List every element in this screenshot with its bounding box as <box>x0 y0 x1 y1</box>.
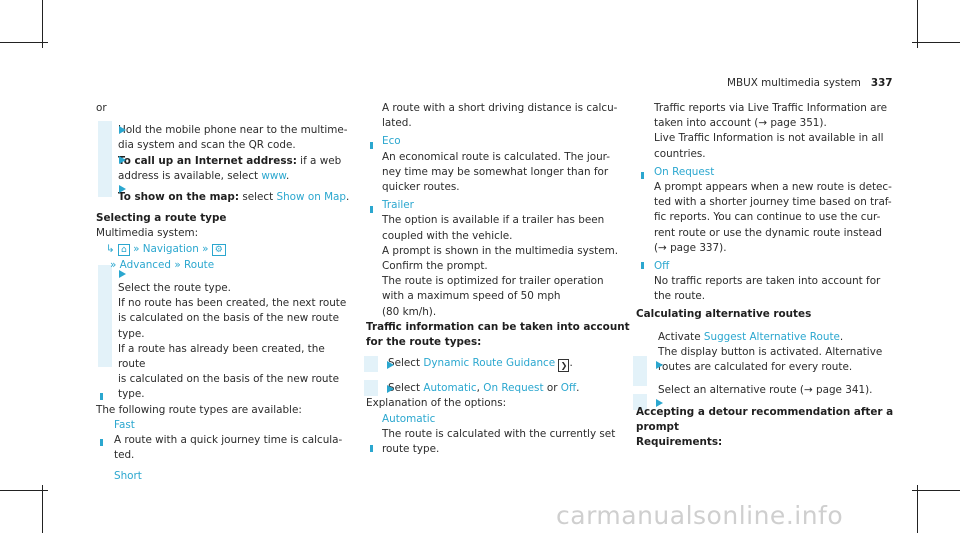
body-text: The display button is activated. Alternative <box>658 346 883 359</box>
bullet-icon <box>370 445 373 452</box>
step-select-option <box>366 381 630 396</box>
option-short[interactable]: Short <box>114 470 142 483</box>
body-text: (→ page 337). <box>654 241 727 254</box>
body-text: Confirm the prompt. <box>382 260 488 273</box>
step-dynamic-route <box>366 356 630 372</box>
body-text: If no route has been created, the next route <box>118 297 347 310</box>
home-icon[interactable]: ⌂ <box>118 244 130 256</box>
step-arrow-icon <box>119 126 126 134</box>
bullet-icon <box>100 439 103 446</box>
return-arrow-icon: ↳ <box>106 242 115 255</box>
body-text: ted with a shorter journey time based on traf- <box>654 196 892 209</box>
body-text: No traffic reports are taken into account for <box>654 275 881 288</box>
step-internet-text: address is available, select <box>118 169 262 182</box>
body-text: lated. <box>382 117 412 130</box>
chevron-right-icon: ❯ <box>558 359 569 372</box>
page-header <box>727 77 893 89</box>
step-arrow-icon <box>119 156 126 164</box>
period: . <box>285 169 290 182</box>
nav-route[interactable]: Route <box>183 258 215 271</box>
step-arrow-icon <box>387 361 394 369</box>
step-text: Select <box>388 357 424 370</box>
crop-mark <box>917 485 918 533</box>
step-arrow-icon <box>656 361 663 369</box>
step-internet-text: if a web <box>296 154 342 167</box>
step-internet-label: To call up an Internet address: <box>118 154 297 167</box>
body-text: coupled with the vehicle. <box>382 229 513 242</box>
option-on-request[interactable]: On Request <box>654 165 715 178</box>
body-text: route type. <box>382 443 440 456</box>
step-show-map <box>96 190 354 205</box>
bullet-icon <box>641 262 644 269</box>
body-text: The route is optimized for trailer operation <box>382 275 604 288</box>
requirements-heading: Requirements: <box>636 436 723 449</box>
crop-mark <box>0 42 48 43</box>
crop-mark <box>917 0 918 48</box>
crop-mark <box>42 0 43 48</box>
step-internet <box>96 154 354 169</box>
column-2 <box>366 101 630 457</box>
body-text: A route with a short driving distance is calcu- <box>382 102 618 114</box>
chevron-icon: » <box>133 242 140 255</box>
body-text: An economical route is calculated. The jour- <box>382 150 611 163</box>
dynamic-route-guidance-link[interactable]: Dynamic Route Guidance <box>423 357 556 370</box>
body-text: A prompt appears when a new route is detec- <box>654 181 892 194</box>
body-text: The option is available if a trailer has been <box>382 214 605 227</box>
body-text: is calculated on the basis of the new route <box>118 312 339 325</box>
automatic-link[interactable]: Automatic <box>423 382 477 395</box>
section-heading: prompt <box>636 420 679 433</box>
section-heading: Accepting a detour recommendation after a <box>636 405 894 418</box>
header-title: MBUX multimedia system <box>727 77 861 89</box>
crop-mark <box>912 490 960 491</box>
option-automatic[interactable]: Automatic <box>382 412 436 425</box>
step-arrow-icon <box>119 270 126 278</box>
section-heading: for the route types: <box>366 336 482 349</box>
step-text: Select <box>388 382 424 395</box>
suggest-alternative-route-link[interactable]: Suggest Alternative Route <box>703 330 840 343</box>
show-on-map-link[interactable]: Show on Map <box>276 191 347 204</box>
bullet-icon <box>370 206 373 213</box>
bullet-icon <box>641 172 644 179</box>
column-3 <box>636 101 906 450</box>
section-heading: Traffic information can be taken into account <box>366 320 630 333</box>
crop-mark <box>42 485 43 533</box>
option-fast[interactable]: Fast <box>114 418 135 431</box>
body-text: rent route or use the dynamic route instead <box>654 226 882 239</box>
step-arrow-icon <box>387 385 394 393</box>
page-number: 337 <box>870 77 893 89</box>
crop-mark <box>0 490 48 491</box>
body-text: routes are calculated for every route. <box>658 361 853 374</box>
body-text: A route with a quick journey time is calcula- <box>114 434 343 447</box>
step-hold-phone: Hold the mobile phone near to the multime- <box>118 124 348 137</box>
body-text: A prompt is shown in the multimedia system. <box>382 244 619 257</box>
body-text: ney time may be somewhat longer than for <box>382 165 609 178</box>
step-internet-cont <box>96 169 354 184</box>
or-text: or <box>96 102 107 114</box>
section-heading: Calculating alternative routes <box>636 307 812 320</box>
comma: , <box>476 382 484 395</box>
off-link[interactable]: Off <box>560 382 577 395</box>
body-text: Live Traffic Information is not available in all <box>654 132 884 145</box>
column-1 <box>96 101 354 485</box>
body-text: Explanation of the options: <box>366 397 507 410</box>
body-text: fic reports. You can continue to use the cur- <box>654 211 881 224</box>
bullet-icon <box>370 142 373 149</box>
nav-path <box>96 242 354 258</box>
period: . <box>839 330 844 343</box>
option-eco[interactable]: Eco <box>382 135 401 148</box>
chevron-icon: » <box>202 242 209 255</box>
period: . <box>576 382 580 395</box>
step-arrow-icon <box>119 185 126 193</box>
watermark: carmanualsonline.info <box>556 501 844 530</box>
section-heading: Selecting a route type <box>96 212 227 225</box>
body-text: If a route has already been created, the route <box>118 342 325 371</box>
step-activate <box>636 330 906 345</box>
body-text: The route is calculated with the currently set <box>382 427 616 440</box>
nav-navigation[interactable]: Navigation <box>142 242 199 255</box>
sub-heading: Multimedia system: <box>96 227 199 240</box>
step-map-text: select <box>239 191 277 204</box>
body-text: Traffic reports via Live Traffic Information are <box>654 102 887 114</box>
body-text: quicker routes. <box>382 181 460 194</box>
body-text: taken into account (→ page 351). <box>654 117 827 130</box>
step-select-alternative: Select an alternative route (→ page 341). <box>658 384 873 397</box>
or-text: or <box>543 382 561 395</box>
nav-path-cont <box>96 258 354 273</box>
crop-mark <box>912 42 960 43</box>
body-text: is calculated on the basis of the new route <box>118 373 339 386</box>
nav-advanced[interactable]: Advanced <box>119 258 171 271</box>
body-text: The following route types are available: <box>96 403 302 416</box>
body-text: countries. <box>654 147 706 160</box>
body-text: (80 km/h). <box>382 305 437 318</box>
www-link[interactable]: www <box>261 169 286 182</box>
option-trailer[interactable]: Trailer <box>382 199 414 212</box>
body-text: with a maximum speed of 50 mph <box>382 290 561 303</box>
chevron-icon: » <box>110 258 117 271</box>
body-text: type. <box>118 327 145 340</box>
step-select-route: Select the route type. <box>118 282 231 295</box>
bullet-icon <box>100 393 103 400</box>
body-text: ted. <box>114 449 135 462</box>
option-off[interactable]: Off <box>654 260 670 273</box>
step-map-label: To show on the map: <box>118 191 240 204</box>
settings-icon[interactable]: ⚙ <box>212 244 226 256</box>
step-arrow-icon <box>656 399 663 407</box>
step-text: Activate <box>658 330 704 343</box>
on-request-link[interactable]: On Request <box>483 382 544 395</box>
body-text: the route. <box>654 290 706 303</box>
period: . <box>569 357 573 370</box>
chevron-icon: » <box>174 258 181 271</box>
period: . <box>346 191 350 204</box>
step-hold-phone-cont: dia system and scan the QR code. <box>118 139 296 152</box>
body-text: type. <box>118 388 145 401</box>
